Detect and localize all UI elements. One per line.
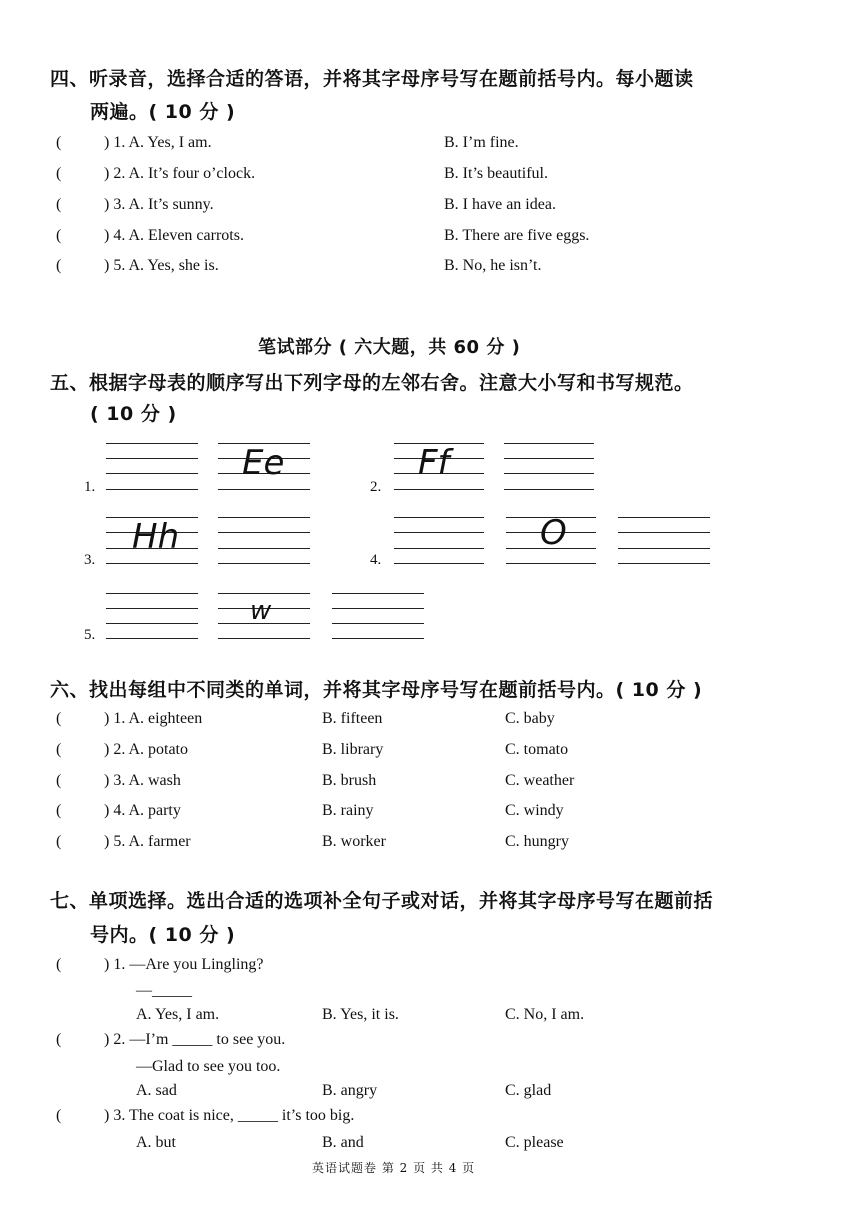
choice-c: C. please — [505, 1134, 564, 1151]
answer-paren[interactable]: ( — [56, 1107, 62, 1124]
choice-a: A. but — [136, 1134, 176, 1151]
question-stem: ) 1. —Are you Lingling? — [104, 956, 264, 973]
word-option-b: B. library — [322, 741, 384, 758]
grid-label-1: 1. — [84, 479, 96, 495]
answer-paren[interactable]: ( — [56, 196, 62, 213]
question-option-b: B. No, he isn’t. — [444, 257, 542, 274]
word-option-a: ) 4. A. party — [104, 802, 181, 819]
section5-title-line2: ( 10 分 ) — [90, 403, 177, 425]
question-option-a: ) 1. A. Yes, I am. — [104, 134, 212, 151]
question-stem: ) 2. —I’m _____ to see you. — [104, 1031, 286, 1048]
question-stem: ) 3. The coat is nice, _____ it’s too big. — [104, 1107, 355, 1124]
word-option-c: C. windy — [505, 802, 564, 819]
word-option-c: C. weather — [505, 772, 575, 789]
given-letter-o: O — [540, 513, 567, 553]
word-option-c: C. hungry — [505, 833, 569, 850]
choice-c: C. No, I am. — [505, 1006, 585, 1023]
answer-paren[interactable]: ( — [56, 772, 62, 789]
word-option-c: C. tomato — [505, 741, 569, 758]
answer-paren[interactable]: ( — [56, 710, 62, 727]
grid-label-5: 5. — [84, 627, 96, 643]
answer-paren[interactable]: ( — [56, 956, 62, 973]
choice-a: A. sad — [136, 1082, 177, 1099]
word-option-c: C. baby — [505, 710, 555, 727]
question-option-a: ) 3. A. It’s sunny. — [104, 196, 214, 213]
answer-paren[interactable]: ( — [56, 134, 62, 151]
dialog-reply: —Glad to see you too. — [136, 1058, 281, 1075]
section4-title-line2: 两遍。( 10 分 ) — [90, 101, 236, 123]
section4-title-line1: 四、听录音，选择合适的答语，并将其字母序号写在题前括号内。每小题读 — [50, 68, 694, 90]
word-option-b: B. rainy — [322, 802, 374, 819]
answer-paren[interactable]: ( — [56, 257, 62, 274]
answer-paren[interactable]: ( — [56, 833, 62, 850]
question-option-b: B. There are five eggs. — [444, 227, 590, 244]
word-option-a: ) 3. A. wash — [104, 772, 181, 789]
grid-label-2: 2. — [370, 479, 382, 495]
question-option-a: ) 2. A. It’s four o’clock. — [104, 165, 256, 182]
grid-label-4: 4. — [370, 552, 382, 568]
choice-b: B. angry — [322, 1082, 378, 1099]
dialog-reply: —_____ — [136, 982, 192, 999]
section5-title-line1: 五、根据字母表的顺序写出下列字母的左邻右舍。注意大小写和书写规范。 — [50, 372, 694, 394]
word-option-b: B. fifteen — [322, 710, 383, 727]
section6-title: 六、找出每组中不同类的单词，并将其字母序号写在题前括号内。( 10 分 ) — [50, 679, 703, 701]
choice-b: B. Yes, it is. — [322, 1006, 399, 1023]
word-option-b: B. brush — [322, 772, 377, 789]
question-option-a: ) 4. A. Eleven carrots. — [104, 227, 244, 244]
answer-paren[interactable]: ( — [56, 165, 62, 182]
given-letter-ff: Ff — [418, 443, 450, 483]
word-option-b: B. worker — [322, 833, 386, 850]
choice-c: C. glad — [505, 1082, 552, 1099]
page-footer: 英语试题卷 第 2 页 共 4 页 — [312, 1161, 476, 1175]
choice-b: B. and — [322, 1134, 364, 1151]
grid-label-3: 3. — [84, 552, 96, 568]
given-letter-hh: Hh — [132, 517, 180, 557]
question-option-a: ) 5. A. Yes, she is. — [104, 257, 219, 274]
choice-a: A. Yes, I am. — [136, 1006, 220, 1023]
question-option-b: B. I have an idea. — [444, 196, 556, 213]
written-section-heading: 笔试部分 ( 六大题，共 60 分 ) — [258, 337, 521, 358]
section7-title-line1: 七、单项选择。选出合适的选项补全句子或对话，并将其字母序号写在题前括 — [50, 890, 714, 912]
word-option-a: ) 1. A. eighteen — [104, 710, 203, 727]
section7-title-line2: 号内。( 10 分 ) — [90, 924, 236, 946]
word-option-a: ) 2. A. potato — [104, 741, 188, 758]
given-letter-w: w — [250, 596, 272, 626]
answer-paren[interactable]: ( — [56, 227, 62, 244]
answer-paren[interactable]: ( — [56, 802, 62, 819]
question-option-b: B. It’s beautiful. — [444, 165, 548, 182]
word-option-a: ) 5. A. farmer — [104, 833, 191, 850]
question-option-b: B. I’m fine. — [444, 134, 519, 151]
answer-paren[interactable]: ( — [56, 1031, 62, 1048]
given-letter-ee: Ee — [242, 443, 285, 483]
answer-paren[interactable]: ( — [56, 741, 62, 758]
